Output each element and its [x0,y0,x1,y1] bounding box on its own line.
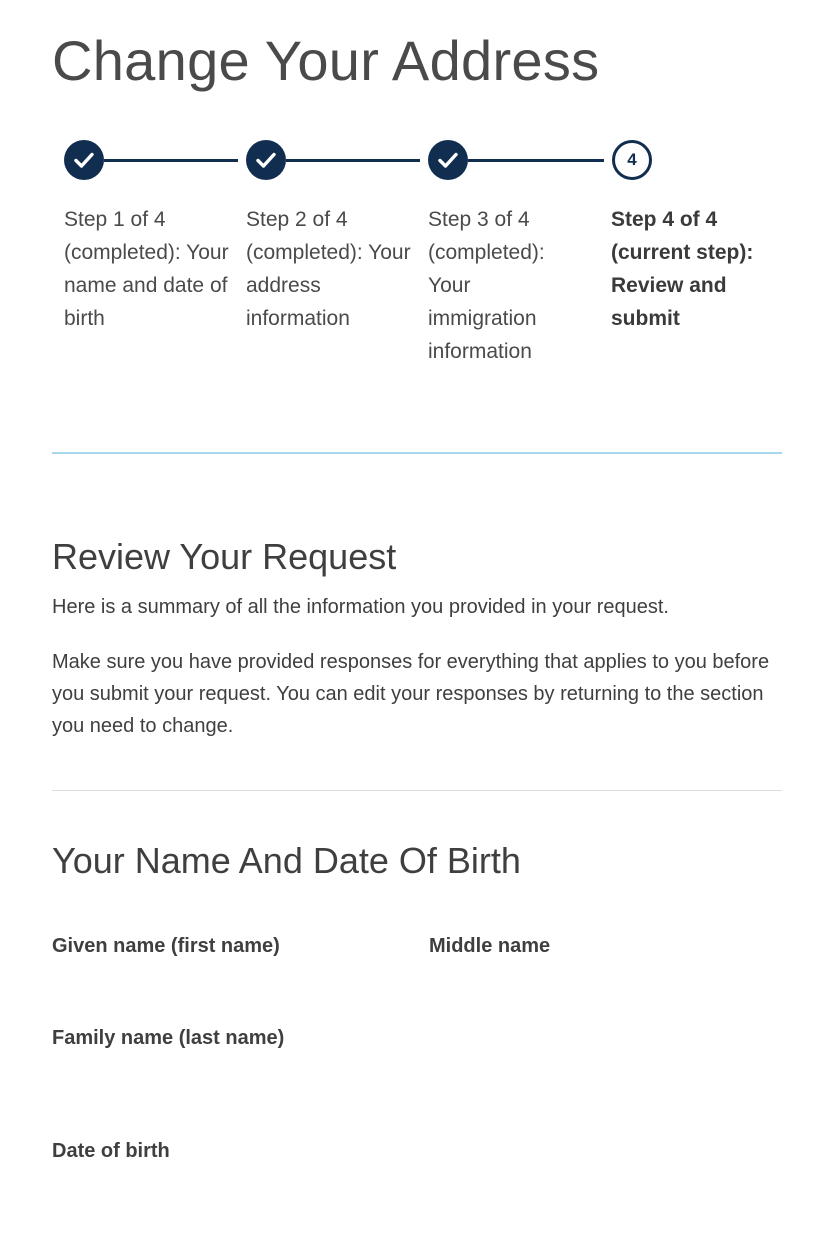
name-dob-section-title: Your Name And Date Of Birth [52,840,521,881]
page-title: Change Your Address [52,29,600,92]
step-2-complete-indicator [246,140,286,180]
step-4-current-indicator: 4 [612,140,652,180]
date-of-birth-label: Date of birth [52,1140,170,1162]
step-3-complete-indicator [428,140,468,180]
middle-name-label: Middle name [429,935,551,957]
review-summary-text: Here is a summary of all the information you provided in your request. [52,596,669,618]
step-connector [468,159,604,162]
check-icon [74,151,94,169]
review-section-title: Review Your Request [52,536,397,577]
family-name-label: Family name (last name) [52,1027,285,1049]
step-2-label: Step 2 of 4 (completed): Your address information [246,208,411,330]
check-icon [256,151,276,169]
step-1-label: Step 1 of 4 (completed): Your name and date of birth [64,208,229,330]
step-1-complete-indicator [64,140,104,180]
step-connector [104,159,238,162]
step-3-label: Step 3 of 4 (completed): Your immigration information [428,208,545,363]
content-divider [52,790,782,791]
step-4-label: Step 4 of 4 (current step): Review and submit [611,208,754,330]
review-instructions-text: Make sure you have provided responses for everything that applies to you before you submit your request. You can edit your responses by returning to the section you need to change. [52,651,770,737]
check-icon [438,151,458,169]
section-divider [52,452,782,454]
progress-stepper [0,140,838,380]
step-connector [286,159,420,162]
given-name-label: Given name (first name) [52,935,280,957]
